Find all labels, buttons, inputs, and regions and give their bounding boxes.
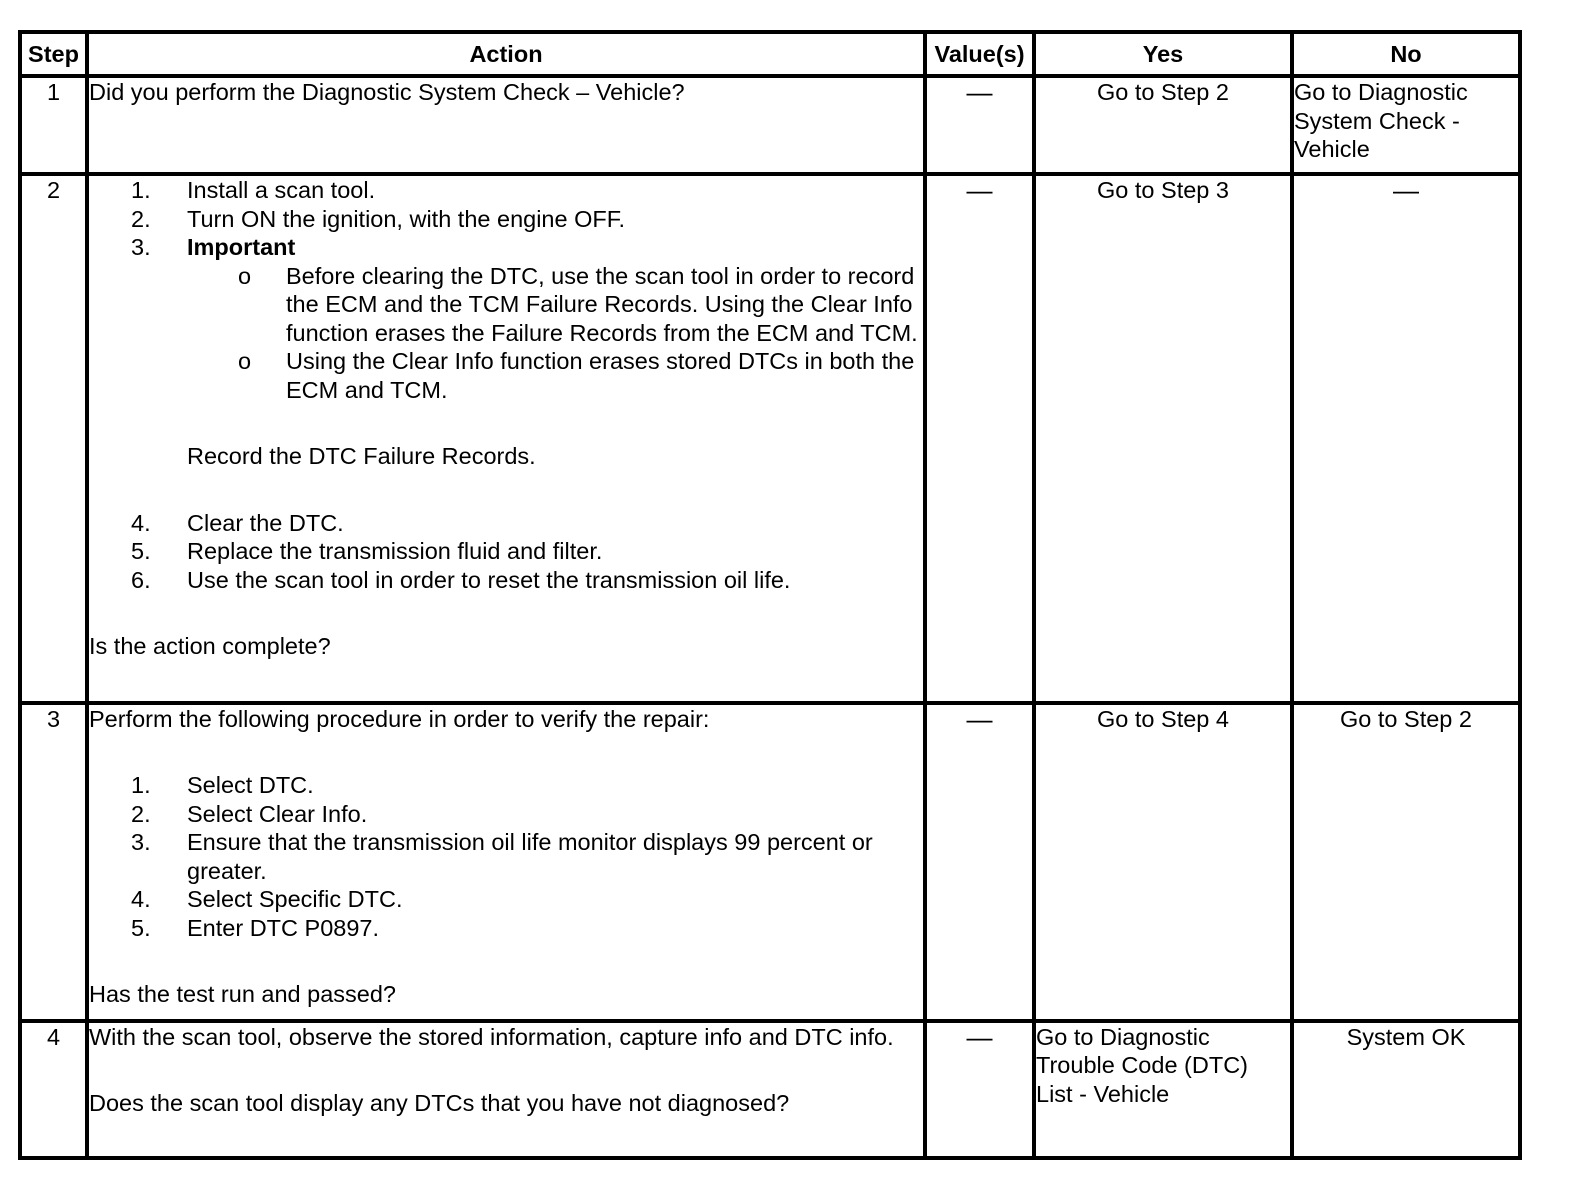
bullet-mark: o xyxy=(238,348,252,375)
list-item xyxy=(89,566,923,595)
action-cell xyxy=(87,174,925,702)
action-question: Has the test run and passed? xyxy=(89,981,397,1008)
action-intro: With the scan tool, observe the stored information, capture info and DTC info. xyxy=(89,1023,894,1050)
list-item xyxy=(89,885,923,914)
no-cell: — xyxy=(1292,174,1520,702)
list-item xyxy=(89,771,923,800)
action-question: Is the action complete? xyxy=(89,633,331,660)
value-cell: — xyxy=(925,703,1034,1021)
value-cell: — xyxy=(925,1021,1034,1158)
list-number: 3. xyxy=(131,829,151,856)
action-intro: Perform the following procedure in order to verify the repair: xyxy=(89,705,710,732)
table-row-step-4 xyxy=(20,1021,1520,1158)
list-text: Use the scan tool in order to reset the transmission oil life. xyxy=(187,566,791,593)
list-item xyxy=(89,800,923,829)
action-cell xyxy=(87,1021,925,1158)
list-text: Ensure that the transmission oil life monitor displays 99 percent or greater. xyxy=(187,829,873,884)
list-item xyxy=(89,233,923,404)
list-text: Turn ON the ignition, with the engine OFF. xyxy=(187,205,626,232)
bullet-mark: o xyxy=(238,262,252,289)
step-number: 3 xyxy=(20,703,87,1021)
list-number: 1. xyxy=(131,772,151,799)
important-bullets xyxy=(187,262,923,405)
list-number: 3. xyxy=(131,234,151,261)
list-item xyxy=(89,914,923,943)
table-row-step-1 xyxy=(20,76,1520,174)
header-step: Step xyxy=(20,32,87,76)
yes-cell: Go to Step 2 xyxy=(1034,76,1292,174)
list-text: Select Clear Info. xyxy=(187,800,368,827)
list-number: 4. xyxy=(131,886,151,913)
procedure-list-continued xyxy=(89,509,923,595)
list-number: 4. xyxy=(131,509,151,536)
important-label: Important xyxy=(187,234,296,261)
procedure-list xyxy=(89,176,923,404)
value-cell: — xyxy=(925,76,1034,174)
no-cell: Go to Step 2 xyxy=(1292,703,1520,1021)
action-question: Did you perform the Diagnostic System Check – Vehicle? xyxy=(89,79,685,105)
header-yes: Yes xyxy=(1034,32,1292,76)
bullet-text: Before clearing the DTC, use the scan tool in order to record the ECM and the TCM Failure Records. Using the Clear Info function erases the Failure Records from the ECM and TCM. xyxy=(286,262,918,346)
table-row-step-2 xyxy=(20,174,1520,702)
step-number: 2 xyxy=(20,174,87,702)
list-number: 5. xyxy=(131,538,151,565)
action-question: Does the scan tool display any DTCs that you have not diagnosed? xyxy=(89,1090,790,1117)
list-text: Enter DTC P0897. xyxy=(187,914,380,941)
list-number: 2. xyxy=(131,205,151,232)
list-text: Select Specific DTC. xyxy=(187,886,403,913)
no-cell: Go to Diagnostic System Check - Vehicle xyxy=(1292,76,1520,174)
list-item xyxy=(89,205,923,234)
header-values: Value(s) xyxy=(925,32,1034,76)
yes-cell: Go to Step 3 xyxy=(1034,174,1292,702)
header-no: No xyxy=(1292,32,1520,76)
list-text: Replace the transmission fluid and filter. xyxy=(187,538,603,565)
list-text: Clear the DTC. xyxy=(187,509,344,536)
list-item xyxy=(89,537,923,566)
list-item xyxy=(89,176,923,205)
yes-cell: Go to Step 4 xyxy=(1034,703,1292,1021)
verify-list xyxy=(89,771,923,942)
list-text: Select DTC. xyxy=(187,772,314,799)
list-number: 1. xyxy=(131,177,151,204)
yes-cell: Go to Diagnostic Trouble Code (DTC) List - Vehicle xyxy=(1034,1021,1292,1158)
header-row xyxy=(20,32,1520,76)
record-instruction: Record the DTC Failure Records. xyxy=(187,443,536,470)
list-number: 2. xyxy=(131,800,151,827)
header-action: Action xyxy=(87,32,925,76)
value-cell: — xyxy=(925,174,1034,702)
list-number: 6. xyxy=(131,566,151,593)
action-cell xyxy=(87,703,925,1021)
diagnostic-table xyxy=(18,30,1522,1160)
table-row-step-3 xyxy=(20,703,1520,1021)
action-cell xyxy=(87,76,925,174)
bullet-item xyxy=(89,262,923,348)
list-text: Install a scan tool. xyxy=(187,177,376,204)
list-number: 5. xyxy=(131,914,151,941)
bullet-text: Using the Clear Info function erases stored DTCs in both the ECM and TCM. xyxy=(286,348,915,403)
list-item xyxy=(89,509,923,538)
list-item xyxy=(89,828,923,885)
bullet-item xyxy=(89,347,923,404)
step-number: 1 xyxy=(20,76,87,174)
step-number: 4 xyxy=(20,1021,87,1158)
no-cell: System OK xyxy=(1292,1021,1520,1158)
